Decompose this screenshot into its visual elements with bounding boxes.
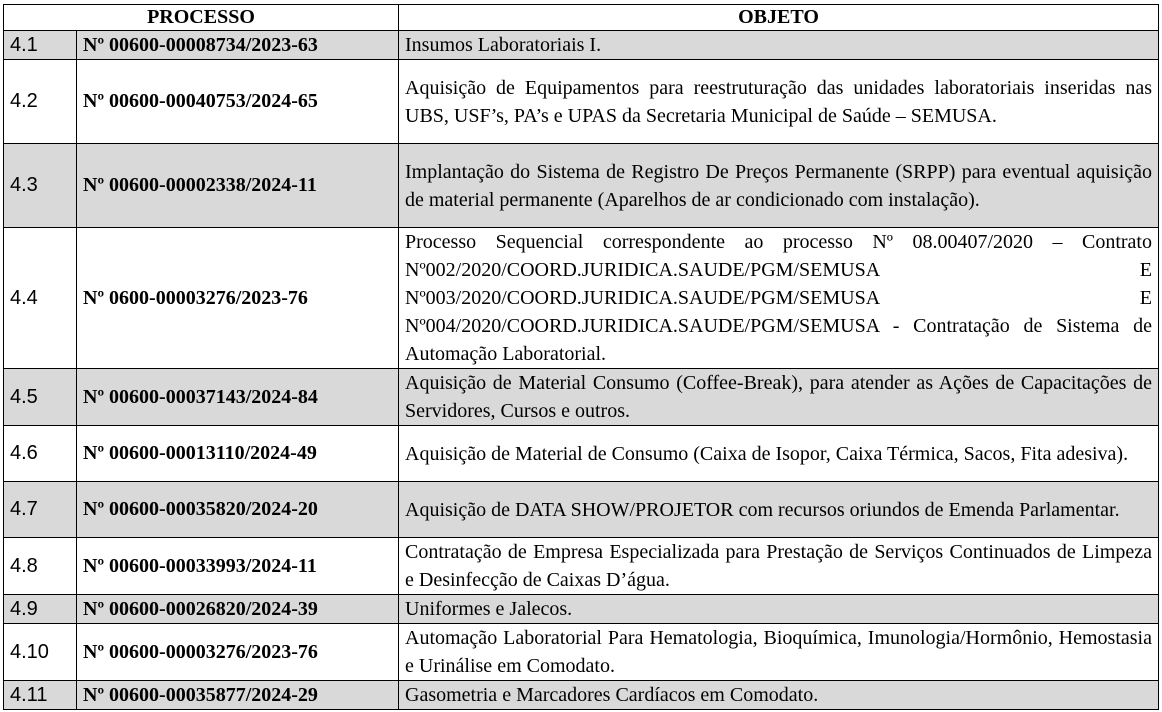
- table-row: [4, 482, 1159, 538]
- table-row: [4, 538, 1159, 595]
- object-description: Automação Laboratorial Para Hematologia, Bioquímica, Imunologia/Hormônio, Hemostasia e Urinálise em Comodato.: [399, 624, 1159, 681]
- object-description: Processo Sequencial correspondente ao processo Nº 08.00407/2020 – Contrato Nº002/2020/COORD.JURIDICA.SAUDE/PGM/SEMUSA E Nº003/2020/COORD.JURIDICA.SAUDE/PGM/SEMUSA E Nº004/2020/COORD.JURIDICA.SAUDE/PGM/SEMUSA - Contratação de Sistema de Automação Laboratorial.: [399, 228, 1159, 369]
- processes-table: [3, 4, 1159, 710]
- process-number: Nº 0600-00003276/2023-76: [77, 228, 399, 369]
- item-number: 4.6: [4, 426, 77, 482]
- object-description: Implantação do Sistema de Registro De Preços Permanente (SRPP) para eventual aquisição de material permanente (Aparelhos de ar condicionado com instalação).: [399, 144, 1159, 228]
- process-number: Nº 00600-00013110/2024-49: [77, 426, 399, 482]
- object-description: Aquisição de Material Consumo (Coffee-Break), para atender as Ações de Capacitações de Servidores, Cursos e outros.: [399, 369, 1159, 426]
- table-row: [4, 369, 1159, 426]
- table-row: [4, 624, 1159, 681]
- table-row: [4, 144, 1159, 228]
- process-number: Nº 00600-00008734/2023-63: [77, 31, 399, 60]
- item-number: 4.11: [4, 681, 77, 710]
- item-number: 4.1: [4, 31, 77, 60]
- item-number: 4.9: [4, 595, 77, 624]
- table-row: [4, 228, 1159, 369]
- process-number: Nº 00600-00026820/2024-39: [77, 595, 399, 624]
- table-row: [4, 60, 1159, 144]
- header-row: [4, 5, 1159, 31]
- item-number: 4.10: [4, 624, 77, 681]
- item-number: 4.7: [4, 482, 77, 538]
- process-number: Nº 00600-00035877/2024-29: [77, 681, 399, 710]
- process-number: Nº 00600-00035820/2024-20: [77, 482, 399, 538]
- object-description: Uniformes e Jalecos.: [399, 595, 1159, 624]
- object-description: Contratação de Empresa Especializada para Prestação de Serviços Continuados de Limpeza e Desinfecção de Caixas D’água.: [399, 538, 1159, 595]
- object-description: Gasometria e Marcadores Cardíacos em Comodato.: [399, 681, 1159, 710]
- header-objeto: OBJETO: [399, 5, 1159, 31]
- item-number: 4.8: [4, 538, 77, 595]
- process-number: Nº 00600-00003276/2023-76: [77, 624, 399, 681]
- item-number: 4.5: [4, 369, 77, 426]
- table-row: [4, 595, 1159, 624]
- table-row: [4, 426, 1159, 482]
- process-number: Nº 00600-00037143/2024-84: [77, 369, 399, 426]
- object-description: Aquisição de Equipamentos para reestruturação das unidades laboratoriais inseridas nas UBS, USF’s, PA’s e UPAS da Secretaria Municipal de Saúde – SEMUSA.: [399, 60, 1159, 144]
- item-number: 4.3: [4, 144, 77, 228]
- process-number: Nº 00600-00040753/2024-65: [77, 60, 399, 144]
- table-row: [4, 31, 1159, 60]
- item-number: 4.2: [4, 60, 77, 144]
- object-description: Aquisição de DATA SHOW/PROJETOR com recursos oriundos de Emenda Parlamentar.: [399, 482, 1159, 538]
- object-description: Aquisição de Material de Consumo (Caixa de Isopor, Caixa Térmica, Sacos, Fita adesiva).: [399, 426, 1159, 482]
- item-number: 4.4: [4, 228, 77, 369]
- process-number: Nº 00600-00033993/2024-11: [77, 538, 399, 595]
- table-row: [4, 681, 1159, 710]
- object-description: Insumos Laboratoriais I.: [399, 31, 1159, 60]
- process-number: Nº 00600-00002338/2024-11: [77, 144, 399, 228]
- header-processo: PROCESSO: [4, 5, 399, 31]
